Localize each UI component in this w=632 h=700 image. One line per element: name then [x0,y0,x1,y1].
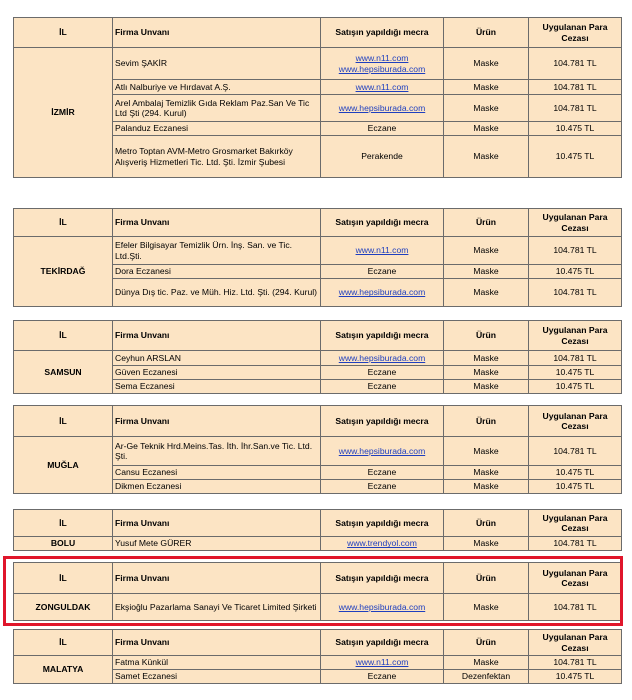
table-row [14,48,622,80]
header-ceza [529,18,622,48]
mecra-link[interactable]: www.hepsiburada.com [338,445,426,456]
il-cell: BOLU [14,537,113,551]
ceza-cell: 10.475 TL [529,136,622,178]
urun-cell: Maske [444,265,529,279]
il-cell: TEKİRDAĞ [14,237,113,307]
mecra-cell [321,480,444,494]
ceza-cell: 104.781 TL [529,437,622,466]
urun-cell: Maske [444,122,529,136]
ceza-cell: 104.781 TL [529,351,622,366]
header-urun: Ürün [444,406,529,437]
urun-cell: Maske [444,279,529,307]
mecra-cell [321,351,444,366]
mecra-text: Eczane [367,123,397,134]
mecra-cell [321,80,444,95]
header-mecra: Satışın yapıldığı mecra [321,563,444,594]
mecra-cell [321,656,444,670]
header-mecra: Satışın yapıldığı mecra [321,510,444,537]
block-samsun [13,320,622,394]
table-row [14,437,622,466]
urun-cell: Maske [444,437,529,466]
mecra-cell [321,366,444,380]
ceza-cell: 10.475 TL [529,122,622,136]
mecra-text: Eczane [367,381,397,392]
ceza-cell: 104.781 TL [529,80,622,95]
header-mecra: Satışın yapıldığı mecra [321,209,444,237]
ceza-cell: 104.781 TL [529,237,622,265]
urun-cell: Maske [444,366,529,380]
header-urun: Ürün [444,630,529,656]
header-ceza-line1: Uygulanan Para [542,410,608,421]
header-firma: Firma Unvanı [113,18,321,48]
header-ceza-line1: Uygulanan Para [542,632,608,643]
firma-cell: Ceyhun ARSLAN [113,351,321,366]
firma-cell: Yusuf Mete GÜRER [113,537,321,551]
firma-cell: Atlı Nalburiye ve Hırdavat A.Ş. [113,80,321,95]
header-firma: Firma Unvanı [113,510,321,537]
header-mecra: Satışın yapıldığı mecra [321,630,444,656]
urun-cell: Maske [444,656,529,670]
ceza-cell: 104.781 TL [529,279,622,307]
header-firma: Firma Unvanı [113,630,321,656]
mecra-text: Eczane [367,266,397,277]
mecra-text: Eczane [367,367,397,378]
mecra-text: Eczane [367,671,397,682]
mecra-link[interactable]: www.n11.com [355,81,409,92]
urun-cell: Maske [444,351,529,366]
firma-cell: Ekşioğlu Pazarlama Sanayi Ve Ticaret Limited Şirketi [113,594,321,621]
firma-cell: Cansu Eczanesi [113,466,321,480]
header-mecra: Satışın yapıldığı mecra [321,406,444,437]
urun-cell: Maske [444,594,529,621]
ceza-cell: 104.781 TL [529,594,622,621]
header-ceza [529,630,622,656]
ceza-cell: 10.475 TL [529,366,622,380]
header-urun: Ürün [444,209,529,237]
ceza-cell: 10.475 TL [529,265,622,279]
firma-cell: Samet Eczanesi [113,670,321,684]
header-mecra: Satışın yapıldığı mecra [321,321,444,351]
urun-cell: Maske [444,136,529,178]
mecra-link[interactable]: www.trendyol.com [347,538,417,549]
urun-cell: Maske [444,48,529,80]
header-il: İL [14,18,113,48]
ceza-cell: 104.781 TL [529,537,622,551]
mecra-link[interactable]: www.hepsiburada.com [338,63,426,74]
mecra-link[interactable]: www.hepsiburada.com [338,102,426,113]
ceza-cell: 10.475 TL [529,480,622,494]
ceza-cell: 10.475 TL [529,380,622,394]
header-urun: Ürün [444,321,529,351]
header-row [14,630,622,656]
block-malatya [13,629,622,684]
mecra-cell [321,279,444,307]
urun-cell: Dezenfektan [444,670,529,684]
firma-cell: Sema Eczanesi [113,380,321,394]
block-izmir [13,17,622,178]
firma-cell: Ar-Ge Teknik Hrd.Meins.Tas. İth. İhr.San.ve Tic. Ltd. Şti. [113,437,321,466]
header-row [14,406,622,437]
mecra-cell [321,237,444,265]
header-ceza-line2: Cezası [561,335,589,346]
ceza-cell: 104.781 TL [529,48,622,80]
block-tekirdag [13,208,622,307]
header-ceza-line2: Cezası [561,32,589,43]
header-urun: Ürün [444,563,529,594]
header-ceza [529,510,622,537]
table-row [14,237,622,265]
header-row [14,321,622,351]
mecra-cell [321,265,444,279]
urun-cell: Maske [444,466,529,480]
urun-cell: Maske [444,95,529,122]
firma-cell: Güven Eczanesi [113,366,321,380]
header-urun: Ürün [444,510,529,537]
urun-cell: Maske [444,80,529,95]
firma-cell: Dikmen Eczanesi [113,480,321,494]
mecra-cell [321,537,444,551]
firma-cell: Dora Eczanesi [113,265,321,279]
header-ceza [529,406,622,437]
il-cell: MALATYA [14,656,113,684]
firma-cell: Arel Ambalaj Temizlik Gıda Reklam Paz.San Ve Tic Ltd Şti (294. Kurul) [113,95,321,122]
il-cell: SAMSUN [14,351,113,394]
header-il: İL [14,630,113,656]
mecra-cell [321,136,444,178]
firma-cell: Sevim ŞAKİR [113,48,321,80]
header-ceza-line2: Cezası [561,222,589,233]
header-il: İL [14,563,113,594]
ceza-cell: 10.475 TL [529,466,622,480]
ceza-cell: 104.781 TL [529,95,622,122]
header-il: İL [14,510,113,537]
mecra-cell [321,437,444,466]
table-row [14,656,622,670]
mecra-cell [321,380,444,394]
urun-cell: Maske [444,537,529,551]
header-ceza [529,209,622,237]
header-ceza-line2: Cezası [561,421,589,431]
header-ceza-line2: Cezası [561,523,589,533]
mecra-link[interactable]: www.n11.com [355,657,409,668]
table-row [14,351,622,366]
header-ceza-line2: Cezası [561,578,589,588]
header-ceza-line1: Uygulanan Para [542,567,608,578]
firma-cell: Fatma Künkül [113,656,321,670]
header-mecra: Satışın yapıldığı mecra [321,18,444,48]
header-ceza-line1: Uygulanan Para [542,512,608,523]
highlight-box-zonguldak [3,556,623,626]
il-cell: MUĞLA [14,437,113,494]
firma-cell: Palanduz Eczanesi [113,122,321,136]
header-urun: Ürün [444,18,529,48]
mecra-link[interactable]: www.hepsiburada.com [338,601,426,612]
header-il: İL [14,406,113,437]
mecra-text: Eczane [367,467,397,478]
mecra-cell [321,670,444,684]
firma-cell: Efeler Bilgisayar Temizlik Ürn. İnş. San. ve Tic. Ltd.Şti. [113,237,321,265]
mecra-link[interactable]: www.hepsiburada.com [338,352,426,363]
il-cell: ZONGULDAK [14,594,113,621]
block-mugla [13,405,622,494]
header-il: İL [14,321,113,351]
header-row [14,209,622,237]
header-firma: Firma Unvanı [113,563,321,594]
mecra-text: Perakende [361,151,403,162]
mecra-cell [321,466,444,480]
header-firma: Firma Unvanı [113,406,321,437]
table-row [14,537,622,551]
firma-cell: Metro Toptan AVM-Metro Grosmarket Bakırköy Alışveriş Hizmetleri Tic. Ltd. Şti. İzmir Şubesi [113,136,321,178]
header-ceza-line1: Uygulanan Para [542,212,608,223]
mecra-link[interactable]: www.hepsiburada.com [338,287,426,298]
ceza-cell: 104.781 TL [529,656,622,670]
header-il: İL [14,209,113,237]
header-ceza-line1: Uygulanan Para [542,22,608,33]
header-ceza-line1: Uygulanan Para [542,325,608,336]
header-firma: Firma Unvanı [113,209,321,237]
header-row [14,510,622,537]
mecra-text: Eczane [367,481,397,492]
mecra-cell [321,48,444,80]
header-ceza-line2: Cezası [561,642,589,653]
header-firma: Firma Unvanı [113,321,321,351]
block-bolu [13,509,622,551]
mecra-cell [321,122,444,136]
urun-cell: Maske [444,380,529,394]
firma-cell: Dünya Dış tic. Paz. ve Müh. Hiz. Ltd. Şti. (294. Kurul) [113,279,321,307]
mecra-cell [321,95,444,122]
ceza-cell: 10.475 TL [529,670,622,684]
mecra-link[interactable]: www.n11.com [355,245,409,256]
header-ceza [529,321,622,351]
il-cell: İZMİR [14,48,113,178]
header-row [14,18,622,48]
mecra-link[interactable]: www.n11.com [355,53,409,64]
urun-cell: Maske [444,480,529,494]
urun-cell: Maske [444,237,529,265]
